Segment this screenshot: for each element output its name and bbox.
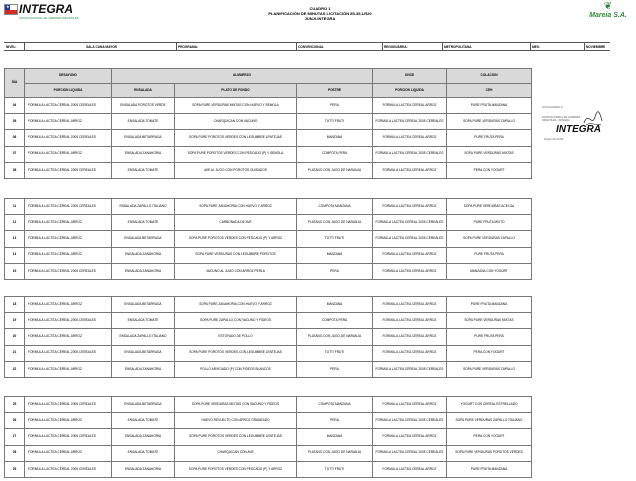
once-cell: FORMULA LACTEA CEREAL ARROZ xyxy=(373,345,447,361)
ensalada-header: ENSALADA xyxy=(112,84,175,98)
dia-cell: 12 xyxy=(5,215,25,231)
plato-de-fondo-cell: SOPA PURE VERDURAS MIXTAS CON VACUNO Y FIDEOS xyxy=(175,397,297,413)
plato-de-fondo-cell: SOPA PURE ZANAHORIA CON HUEVO Y ARROZ xyxy=(175,297,297,313)
plato-de-fondo-cell: CHARQUICAN CON AVE xyxy=(175,445,297,461)
menu-table-week-1 xyxy=(4,68,532,179)
table-row xyxy=(5,445,532,461)
header-row-sub xyxy=(5,84,532,98)
table-row xyxy=(5,231,532,247)
mes-label: MES: xyxy=(532,44,540,49)
desayuno-cell: FORMULA LACTEA CEREAL ARROZ xyxy=(25,215,112,231)
colacion-cell: PURE FRUTA PERA xyxy=(447,329,532,345)
almuerzo-header: ALMUERZO xyxy=(112,69,373,84)
ensalada-cell: ENSALADA TOMATE xyxy=(112,445,175,461)
colacion-cell: SOPA PURE VERDURAS ZAPALLO xyxy=(447,231,532,247)
colacion-cell: MANZANA CON YOGURT xyxy=(447,263,532,279)
once-cell: FORMULA LACTEA CEREAL 2005 CEREALES xyxy=(373,231,447,247)
desayuno-cell: FORMULA LACTEA CEREAL ARROZ xyxy=(25,297,112,313)
colacion-cell: SOPA PURE VERDURAS MIXTAS xyxy=(447,313,532,329)
ensalada-cell: ENSALADA TOMATE xyxy=(112,114,175,130)
table-row xyxy=(5,215,532,231)
ensalada-cell: ENSALADA ZANAHORIA xyxy=(112,247,175,263)
once-cell: FORMULA LACTEA CEREAL ARROZ xyxy=(373,247,447,263)
ensalada-cell: ENSALADA POROTOS VERDE xyxy=(112,98,175,114)
mareia-logo xyxy=(588,2,628,26)
table-row xyxy=(5,146,532,162)
dia-cell: 14 xyxy=(5,247,25,263)
plato-de-fondo-cell: AVE AL JUGO CON POROTOS GUISADOS xyxy=(175,162,297,178)
dia-cell: 13 xyxy=(5,231,25,247)
colacion-cell: PURE FRUTA PERA xyxy=(447,130,532,146)
once-cell: FORMULA LACTEA CEREAL ARROZ xyxy=(373,98,447,114)
table-row xyxy=(5,361,532,377)
table-row xyxy=(5,461,532,477)
colacion-cell: SOPA PURE VERDURAS ZAPALLO xyxy=(447,361,532,377)
once-cell: FORMULA LACTEA CEREAL 2005 CEREALES xyxy=(373,114,447,130)
postre-cell: PERA xyxy=(297,413,373,429)
once-cell: FORMULA LACTEA CEREAL ARROZ xyxy=(373,263,447,279)
table-row xyxy=(5,397,532,413)
dia-cell: 21 xyxy=(5,345,25,361)
once-cell: FORMULA LACTEA CEREAL 2005 CEREALES xyxy=(373,445,447,461)
plato-de-fondo-cell: CHARQUICAN CON VACUNO xyxy=(175,114,297,130)
ensalada-cell: ENSALADA TOMATE xyxy=(112,162,175,178)
menu-table-week-2 xyxy=(4,198,532,280)
info-bar xyxy=(4,42,610,51)
desayuno-cell: FORMULA LACTEA CEREAL ARROZ xyxy=(25,361,112,377)
plato-de-fondo-cell: HUEVO REVUELTO CON ARROZ GRANEADO xyxy=(175,413,297,429)
ensalada-cell: ENSALADA ZAPALLO ITALIANO xyxy=(112,329,175,345)
ensalada-cell: ENSALADA BETARRAGA xyxy=(112,231,175,247)
plato-de-fondo-cell: SOPA PURE VERDURAS MIXTAS CON HUEVO Y SEMOLA xyxy=(175,98,297,114)
table-row xyxy=(5,313,532,329)
postre-cell: PERA xyxy=(297,361,373,377)
plato-de-fondo-cell: SOPA PURE POROTOS VERDES CON PESCADO (P) Y ARROZ xyxy=(175,231,297,247)
postre-cell: PLATANO CON JUGO DE NARANJA xyxy=(297,215,373,231)
plato-de-fondo-cell: SOPA PURE POROTOS VERDES CON PESCADO (P) Y ARROZ xyxy=(175,461,297,477)
colacion-cell: PURE FRUTA PERA xyxy=(447,247,532,263)
colacion-cell: PERA CON YOGURT xyxy=(447,345,532,361)
mes-value: NOVIEMBRE xyxy=(586,44,606,49)
table-row xyxy=(5,199,532,215)
colacion-cell: YOGURT CON CEREAL ESTRELLADO xyxy=(447,397,532,413)
desayuno-cell: FORMULA LACTEA CEREAL 2005 CEREALES xyxy=(25,397,112,413)
postre-cell: MANZANA xyxy=(297,297,373,313)
ensalada-cell: ENSALADA TOMATE xyxy=(112,313,175,329)
postre-cell: TUTTI FRUTI xyxy=(297,345,373,361)
stamp-line-2: JUNTA NACIONAL DE JARDINES INFANTILES · INTEGRA xyxy=(542,116,581,122)
postre-cell: MANZANA xyxy=(297,247,373,263)
desayuno-cell: FORMULA LACTEA CEREAL 2005 CEREALES xyxy=(25,199,112,215)
postre-cell: COMPOTA PERA xyxy=(297,146,373,162)
once-cell: FORMULA LACTEA CEREAL ARROZ xyxy=(373,329,447,345)
table-row xyxy=(5,98,532,114)
leaf-icon: ❦ xyxy=(603,1,613,12)
nivel-label: NIVEL: xyxy=(6,44,17,49)
plato-de-fondo-cell: SOPA PURE ZAPALLO CON VACUNO Y FIDEOS xyxy=(175,313,297,329)
ensalada-cell: ENSALADA ZANAHORIA xyxy=(112,146,175,162)
dia-cell: 19 xyxy=(5,313,25,329)
ensalada-cell: ENSALADA BETARRAGA xyxy=(112,297,175,313)
postre-cell: TUTTI FRUTI xyxy=(297,114,373,130)
once-cell: FORMULA LACTEA CEREAL 2005 CEREALES xyxy=(373,146,447,162)
dia-cell: 15 xyxy=(5,263,25,279)
plato-de-fondo-header: PLATO DE FONDO xyxy=(175,84,297,98)
desayuno-cell: FORMULA LACTEA CEREAL ARROZ xyxy=(25,413,112,429)
postre-cell: COMPOTA MANZANA xyxy=(297,199,373,215)
document-title xyxy=(220,6,420,21)
dia-cell: 11 xyxy=(5,199,25,215)
colacion-cell: SOPA PURE VERDURAS ZAPALLO xyxy=(447,114,532,130)
porcion-liquida-once-header: PORCION LIQUIDA xyxy=(373,84,447,98)
dia-cell: 25 xyxy=(5,397,25,413)
plato-de-fondo-cell: SOPA PURE POROTOS VERDES CON LEGUMBRE LENTEJAS xyxy=(175,429,297,445)
table-row xyxy=(5,413,532,429)
postre-cell: PLATANO CON JUGO DE NARANJA xyxy=(297,445,373,461)
colacion-header: COLACION xyxy=(447,69,532,84)
dia-cell: 04 xyxy=(5,98,25,114)
logo-left-brand: INTEGRA xyxy=(19,2,73,16)
ensalada-cell: ENSALADA BETARRAGA xyxy=(112,130,175,146)
once-cell: FORMULA LACTEA CEREAL 2005 CEREALES xyxy=(373,361,447,377)
once-cell: FORMULA LACTEA CEREAL ARROZ xyxy=(373,461,447,477)
postre-cell: COMPOTA MANZANA xyxy=(297,397,373,413)
logo-left-tagline: JUNTA NACIONAL DE JARDINES INFANTILES xyxy=(19,16,79,20)
ensalada-cell: ENSALADA ZANAHORIA xyxy=(112,361,175,377)
ensalada-cell: ENSALADA BETARRAGA xyxy=(112,397,175,413)
desayuno-cell: FORMULA LACTEA CEREAL ARROZ xyxy=(25,231,112,247)
desayuno-cell: FORMULA LACTEA CEREAL ARROZ xyxy=(25,329,112,345)
dia-cell: 08 xyxy=(5,162,25,178)
plato-de-fondo-cell: SOPA PURE POROTOS VERDES CON PESCADO (P) Y SEMOLA xyxy=(175,146,297,162)
desayuno-cell: FORMULA LACTEA CEREAL ARROZ xyxy=(25,247,112,263)
colacion-cell: SOPA PURE VERDURAS ACELGA xyxy=(447,199,532,215)
colacion-cell: PURE FRUTA MANZANA xyxy=(447,297,532,313)
dia-cell: 26 xyxy=(5,413,25,429)
stamp-brand: INTEGRA xyxy=(556,124,601,135)
desayuno-cell: FORMULA LACTEA CEREAL 2005 CEREALES xyxy=(25,162,112,178)
once-cell: FORMULA LACTEA CEREAL 2005 CEREALES xyxy=(373,413,447,429)
ensalada-cell: ENSALADA ZAPALLO ITALIANO xyxy=(112,199,175,215)
plato-de-fondo-cell: ESTOFADO DE POLLO xyxy=(175,329,297,345)
plato-de-fondo-cell: SOPA PURE POROTOS VERDES CON LEGUMBRE LENTEJAS xyxy=(175,345,297,361)
desayuno-cell: FORMULA LACTEA CEREAL 2005 CEREALES xyxy=(25,263,112,279)
title-line-1: CUADRO 1 xyxy=(309,6,331,11)
dia-cell: 28 xyxy=(5,445,25,461)
ensalada-cell: ENSALADA TOMATE xyxy=(112,215,175,231)
colacion-cell: SOPA PURE VERDURAS ZAPALLO ITALIANO xyxy=(447,413,532,429)
postre-header: POSTRE xyxy=(297,84,373,98)
menu-table-week-4 xyxy=(4,396,532,478)
once-header: ONCE xyxy=(373,69,447,84)
table-row xyxy=(5,429,532,445)
menu-table-week-3 xyxy=(4,296,532,378)
postre-cell: MANZANA xyxy=(297,429,373,445)
desayuno-cell: FORMULA LACTEA CEREAL 2005 CEREALES xyxy=(25,313,112,329)
once-cell: FORMULA LACTEA CEREAL ARROZ xyxy=(373,429,447,445)
desayuno-cell: FORMULA LACTEA CEREAL ARROZ xyxy=(25,146,112,162)
postre-cell: PLATANO CON JUGO DE NARANJA xyxy=(297,162,373,178)
postre-cell: PERA xyxy=(297,98,373,114)
postre-cell: COMPOTA PERA xyxy=(297,313,373,329)
dia-header: DÍA xyxy=(5,69,25,98)
nivel-value: SALA CUNA MAYOR xyxy=(86,44,117,49)
dia-cell: 06 xyxy=(5,130,25,146)
plato-de-fondo-cell: POLLO ARVEJADO (P) CON FIDEOS BLANCOS xyxy=(175,361,297,377)
once-cell: FORMULA LACTEA CEREAL ARROZ xyxy=(373,162,447,178)
colacion-cell: SOPA PURE VERDURAS POROTOS VERDES xyxy=(447,445,532,461)
programa-label: PROGRAMA: xyxy=(178,44,199,49)
chile-flag-icon: ★ xyxy=(4,4,18,15)
table-row xyxy=(5,114,532,130)
desayuno-cell: FORMULA LACTEA CEREAL 2005 CEREALES xyxy=(25,98,112,114)
table-row xyxy=(5,345,532,361)
once-cell: FORMULA LACTEA CEREAL ARROZ xyxy=(373,313,447,329)
dia-cell: 20 xyxy=(5,329,25,345)
ceh-header: CEH xyxy=(447,84,532,98)
postre-cell: PLATANO CON JUGO DE NARANJA xyxy=(297,329,373,345)
table-row xyxy=(5,263,532,279)
plato-de-fondo-cell: VACUNO AL JUGO CON ARROZ PERLA xyxy=(175,263,297,279)
postre-cell: TUTTI FRUTI xyxy=(297,231,373,247)
logo-right-name: Mareia S.A. xyxy=(589,12,627,19)
title-line-2: PLANIFICACIÓN DE MINUTAS LICITACIÓN 85-35-LR20 xyxy=(268,11,372,16)
ensalada-cell: ENSALADA ZANAHORIA xyxy=(112,263,175,279)
desayuno-cell: FORMULA LACTEA CEREAL ARROZ xyxy=(25,114,112,130)
once-cell: FORMULA LACTEA CEREAL 2005 CEREALES xyxy=(373,215,447,231)
dia-cell: 27 xyxy=(5,429,25,445)
colacion-cell: PERA CON YOGURT xyxy=(447,162,532,178)
ensalada-cell: ENSALADA ZANAHORIA xyxy=(112,461,175,477)
desayuno-cell: FORMULA LACTEA CEREAL ARROZ xyxy=(25,445,112,461)
colacion-cell: PURE FRUTA MANZANA xyxy=(447,461,532,477)
integra-logo xyxy=(4,3,96,29)
once-cell: FORMULA LACTEA CEREAL ARROZ xyxy=(373,199,447,215)
colacion-cell: PURE FRUTA MIXTO xyxy=(447,215,532,231)
ensalada-cell: ENSALADA ZANAHORIA xyxy=(112,429,175,445)
table-row xyxy=(5,297,532,313)
dia-cell: 07 xyxy=(5,146,25,162)
desayuno-cell: FORMULA LACTEA CEREAL 2005 CEREALES xyxy=(25,130,112,146)
table-row xyxy=(5,162,532,178)
dia-cell: 22 xyxy=(5,361,25,377)
colacion-cell: SOPA PURE VERDURAS MIXTAS xyxy=(447,146,532,162)
colacion-cell: PERA CON YOGURT xyxy=(447,429,532,445)
postre-cell: MANZANA xyxy=(297,130,373,146)
ensalada-cell: ENSALADA BETARRAGA xyxy=(112,345,175,361)
stamp-line-1: ACTUALIZADO A: xyxy=(542,106,564,109)
region-label: REGION/ÁREA: xyxy=(384,44,408,49)
table-row xyxy=(5,247,532,263)
region-value: METROPOLITANA xyxy=(444,44,472,49)
once-cell: FORMULA LACTEA CEREAL ARROZ xyxy=(373,130,447,146)
once-cell: FORMULA LACTEA CEREAL ARROZ xyxy=(373,297,447,313)
desayuno-header: DESAYUNO xyxy=(25,69,112,84)
table-row xyxy=(5,329,532,345)
porcion-liquida-header: PORCION LIQUIDA xyxy=(25,84,112,98)
once-cell: FORMULA LACTEA CEREAL ARROZ xyxy=(373,397,447,413)
stamp-line-3: Fecha: 05-10-08 xyxy=(544,138,564,141)
dia-cell: 05 xyxy=(5,114,25,130)
postre-cell: PERA xyxy=(297,263,373,279)
title-line-3: JUNJI-INTEGRA xyxy=(304,16,336,21)
dia-cell: 18 xyxy=(5,297,25,313)
plato-de-fondo-cell: CARBONADA DE AVE xyxy=(175,215,297,231)
postre-cell: TUTTI FRUTI xyxy=(297,461,373,477)
desayuno-cell: FORMULA LACTEA CEREAL 2005 CEREALES xyxy=(25,345,112,361)
header-row-top xyxy=(5,69,532,84)
ensalada-cell: ENSALADA TOMATE xyxy=(112,413,175,429)
plato-de-fondo-cell: SOPA PURE POROTOS VERDES CON LEGUMBRE LENTEJAS xyxy=(175,130,297,146)
dia-cell: 29 xyxy=(5,461,25,477)
colacion-cell: PURE FRUTA MANZANA xyxy=(447,98,532,114)
plato-de-fondo-cell: SOPA PURE ZANAHORIA CON HUEVO Y ARROZ xyxy=(175,199,297,215)
table-row xyxy=(5,130,532,146)
programa-value: CONVENCIONAL xyxy=(298,44,324,49)
desayuno-cell: FORMULA LACTEA CEREAL 2005 CEREALES xyxy=(25,429,112,445)
plato-de-fondo-cell: SOPA PURE VERDURAS CON LEGUMBRE POROTOS xyxy=(175,247,297,263)
approval-stamp xyxy=(536,106,626,150)
desayuno-cell: FORMULA LACTEA CEREAL 2005 CEREALES xyxy=(25,461,112,477)
